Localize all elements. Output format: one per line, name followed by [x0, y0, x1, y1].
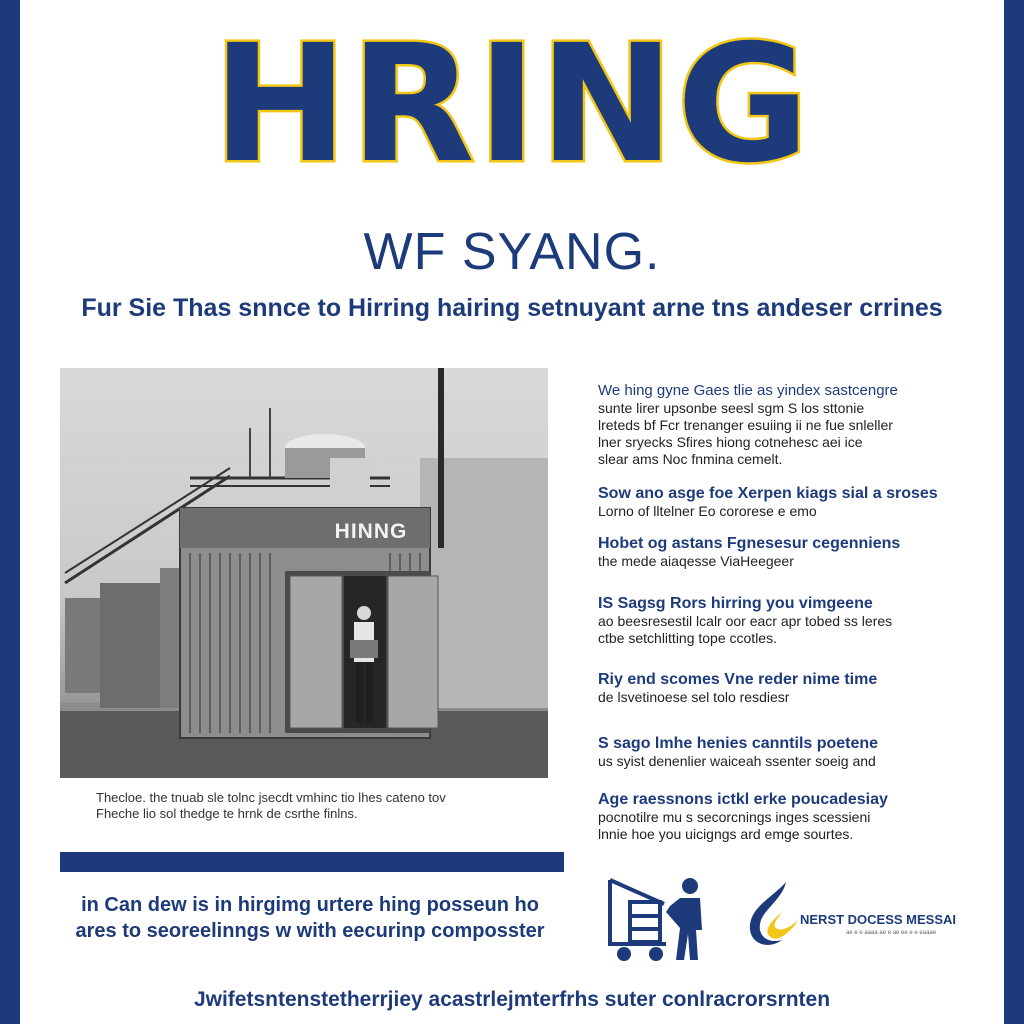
subheadline: WF SYANG.	[363, 223, 661, 281]
intro-block	[598, 382, 978, 468]
logo-name: NERST DOCESS MESSAI	[800, 912, 957, 927]
section-block	[598, 670, 978, 706]
section-body: the mede aiaqesse ViaHeegeer	[598, 553, 794, 569]
building-photo	[60, 368, 548, 778]
section-block	[598, 594, 978, 647]
intro-line: lreteds bf Fcr trenanger esuiing ii ne fue snleller	[598, 417, 893, 433]
section-block	[598, 484, 978, 520]
photo-caption	[96, 790, 536, 822]
section-block	[598, 734, 978, 770]
section-block	[598, 534, 978, 570]
building-sign-label: HINNG	[334, 520, 408, 543]
headline: HRING	[212, 11, 812, 199]
section-body: us syist denenlier waiceah ssenter soeig and	[598, 753, 876, 769]
worker-pushing-cart-icon	[606, 874, 710, 964]
divider-bar	[60, 852, 564, 872]
section-block	[598, 790, 978, 843]
section-body: Lorno of lltelner Eo cororese e emo	[598, 503, 817, 519]
bottom-callout-line: in Can dew is in hirgimg urtere hing posseun ho	[81, 894, 539, 916]
caption-line: Fheche lio sol thedge te hrnk de csrthe finlns.	[96, 806, 358, 821]
footer-text: Jwifetsntenstetherrjiey acastrlejmterfrhs suter conlracrorsrnten	[193, 988, 831, 1011]
tagline: Fur Sie Thas snnce to Hirring hairing setnuyant arne tns andeser crrines	[81, 294, 943, 322]
section-body: lnnie hoe you uicigngs ard emge sourtes.	[598, 826, 854, 842]
section-heading: IS Sagsg Rors hirring you vimgeene	[598, 595, 873, 612]
swoosh-logo-icon	[742, 878, 802, 954]
section-body: pocnotilre mu s secorcnings inges scessieni	[598, 809, 871, 825]
intro-line: lner sryecks Sfires hiong cotnehesc aei ice	[598, 434, 863, 450]
bottom-callout-line: ares to seoreelinngs w with eecurinp composster	[75, 920, 545, 942]
section-body: de lsvetinoese sel tolo resdiesr	[598, 689, 790, 705]
section-heading: S sago lmhe henies canntils poetene	[598, 735, 879, 752]
logo-subtext: ae e e aaaa ae e ae ee e e eaaae	[846, 930, 937, 936]
building-illustration	[60, 368, 548, 778]
intro-line: slear ams Noc fnmina cemelt.	[598, 451, 783, 467]
section-heading: Hobet og astans Fgnesesur cegenniens	[598, 535, 901, 552]
section-heading: Age raessnons ictkl erke poucadesiay	[598, 791, 888, 808]
caption-line: Thecloe. the tnuab sle tolnc jsecdt vmhinc tio lhes cateno tov	[96, 790, 446, 805]
intro-line: We hing gyne Gaes tlie as yindex sastcengre	[598, 382, 898, 399]
intro-line: sunte lirer upsonbe seesl sgm S los sttonie	[598, 400, 865, 416]
section-body: ao beesresestil lcalr oor eacr apr tobed ss leres	[598, 613, 893, 629]
bottom-callout	[60, 892, 560, 944]
section-body: ctbe setchlitting tope ccotles.	[598, 630, 777, 646]
section-heading: Riy end scomes Vne reder nime time	[598, 671, 878, 688]
section-heading: Sow ano asge foe Xerpen kiags sial a sroses	[598, 485, 938, 502]
